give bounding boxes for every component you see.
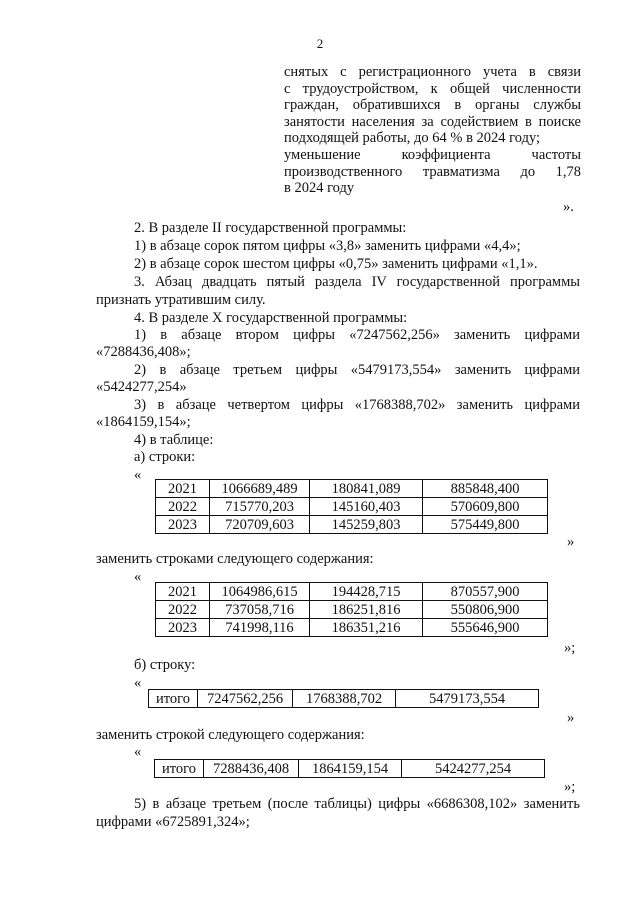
item-4-sub-2-line-2: «5424277,254» [96,379,187,395]
table-row [156,480,548,498]
item-5-line-1: 5) в абзаце третьем (после таблицы) цифры «6686308,102» заменить [134,796,580,812]
table-cell: 5479173,554 [396,690,539,708]
item-4-sub-4a: а) строки: [134,449,196,465]
item-3-line-1: 3. Абзац двадцать пятый раздела IV государственной программы [134,274,580,290]
text-line: уменьшение коэффициента частоты [284,146,581,163]
table-cell: 570609,800 [423,498,548,516]
text-line: граждан, обратившихся в органы службы [284,97,581,114]
close-quote: ». [563,199,574,215]
replace-row-text: заменить строкой следующего содержания: [96,727,365,743]
text-line: подходящей работы, до 64 % в 2024 году; [284,130,541,147]
table-cell: 720709,603 [210,516,310,534]
item-4-sub-1-line-1: 1) в абзаце втором цифры «7247562,256» заменить цифрами [134,327,580,343]
table-row [149,690,539,708]
item-4-sub-2-line-1: 2) в абзаце третьем цифры «5479173,554» заменить цифрами [134,362,580,378]
table-cell: 2021 [156,583,210,601]
table-cell: итого [155,760,204,778]
new-rows-table [155,582,548,637]
old-total-table [148,689,539,708]
table-cell: 1864159,154 [299,760,402,778]
item-5-line-2: цифрами «6725891,324»; [96,814,250,830]
item-4-sub-3-line-1: 3) в абзаце четвертом цифры «1768388,702» заменить цифрами [134,397,580,413]
item-4-heading: 4. В разделе X государственной программы: [134,310,408,326]
text-line: производственного травматизма до 1,78 [284,163,581,180]
open-quote: « [134,675,142,691]
table-row [155,760,545,778]
table-cell: 180841,089 [310,480,423,498]
open-quote: « [134,744,142,760]
text-line: в 2024 году [284,180,355,197]
close-quote: »; [564,779,576,795]
quoted-goal-text [284,64,581,197]
table-row [156,601,548,619]
item-4-sub-4: 4) в таблице: [134,432,214,448]
close-quote: » [567,710,575,726]
item-4-sub-3-line-2: «1864159,154»; [96,414,191,430]
new-total-table [154,759,545,778]
open-quote: « [134,467,142,483]
open-quote: « [134,569,142,585]
table-cell: 715770,203 [210,498,310,516]
table-cell: 2023 [156,619,210,637]
table-cell: 555646,900 [423,619,548,637]
old-rows-table [155,479,548,534]
table-cell: 575449,800 [423,516,548,534]
item-4-sub-4b: б) строку: [134,657,196,673]
item-4-sub-1-line-2: «7288436,408»; [96,344,191,360]
table-cell: итого [149,690,198,708]
text-line: с трудоустройством, к общей численности [284,80,581,97]
table-cell: 145160,403 [310,498,423,516]
item-3-line-2: признать утратившим силу. [96,292,266,308]
close-quote: » [567,534,575,550]
table-cell: 885848,400 [423,480,548,498]
table-cell: 2022 [156,498,210,516]
table-cell: 870557,900 [423,583,548,601]
table-cell: 2022 [156,601,210,619]
table-cell: 186251,816 [310,601,423,619]
table-cell: 5424277,254 [402,760,545,778]
table-cell: 7288436,408 [204,760,299,778]
table-cell: 7247562,256 [198,690,293,708]
table-cell: 550806,900 [423,601,548,619]
table-row [156,619,548,637]
table-row [156,498,548,516]
item-2-heading: 2. В разделе II государственной программы: [134,220,407,236]
table-row [156,583,548,601]
table-cell: 2021 [156,480,210,498]
table-cell: 737058,716 [210,601,310,619]
item-2-sub-2: 2) в абзаце сорок шестом цифры «0,75» заменить цифрами «1,1». [134,256,538,272]
table-cell: 1066689,489 [210,480,310,498]
close-quote: »; [564,640,576,656]
table-row [156,516,548,534]
table-cell: 741998,116 [210,619,310,637]
text-line: занятости населения за содействием в поиске [284,113,581,130]
text-line: снятых с регистрационного учета в связи [284,64,581,80]
table-cell: 194428,715 [310,583,423,601]
replace-rows-text: заменить строками следующего содержания: [96,551,374,567]
table-cell: 186351,216 [310,619,423,637]
table-cell: 2023 [156,516,210,534]
page-number: 2 [316,36,324,51]
table-cell: 1768388,702 [293,690,396,708]
table-cell: 1064986,615 [210,583,310,601]
table-cell: 145259,803 [310,516,423,534]
item-2-sub-1: 1) в абзаце сорок пятом цифры «3,8» заменить цифрами «4,4»; [134,238,521,254]
